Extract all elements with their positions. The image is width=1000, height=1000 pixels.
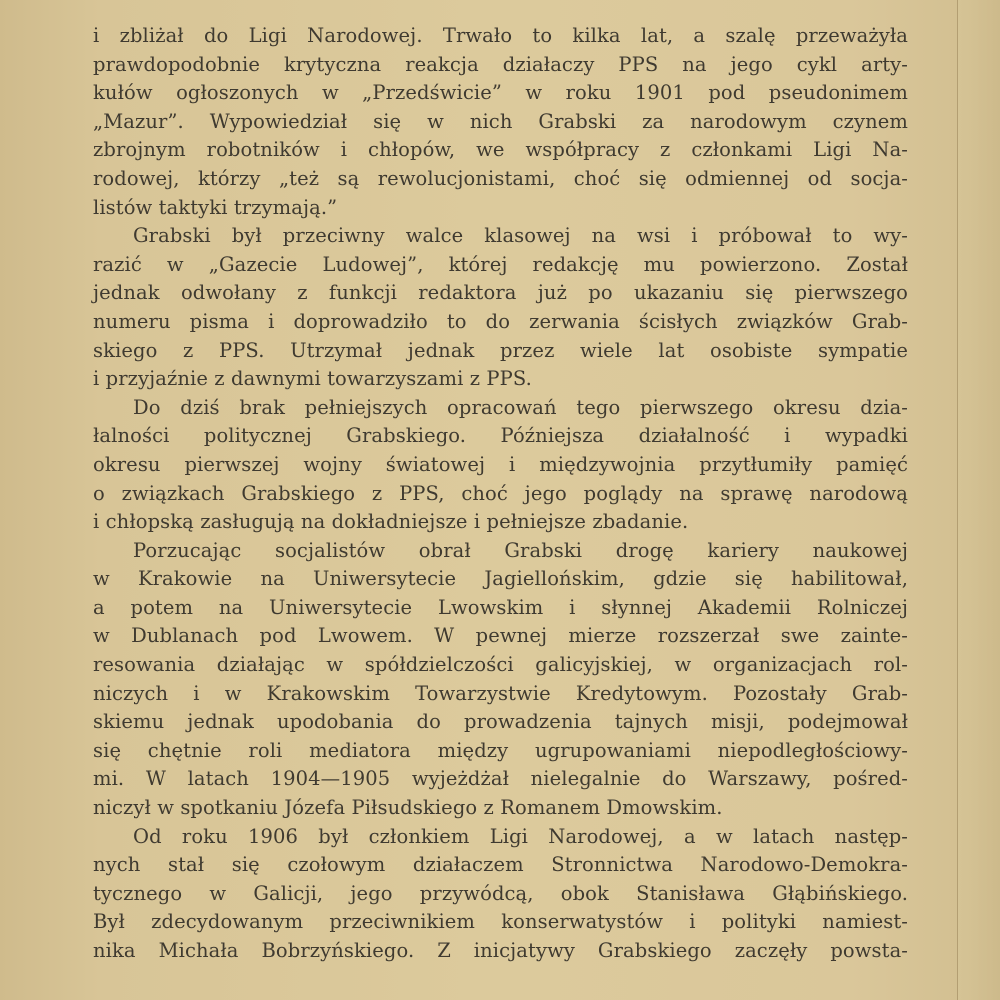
text-line: Porzucając socjalistów obrał Grabski drogę kariery naukowej <box>133 538 908 562</box>
paragraph <box>93 22 908 222</box>
text-line: nych stał się czołowym działaczem Stronnictwa Narodowo-Demokra- <box>93 853 908 877</box>
text-line: się chętnie roli mediatora między ugrupowaniami niepodległościowy- <box>93 738 908 762</box>
page-edge-line <box>957 0 958 1000</box>
paragraph <box>93 394 908 537</box>
text-line: numeru pisma i doprowadziło to do zerwania ścisłych związków Grab- <box>93 309 908 333</box>
text-line: nika Michała Bobrzyńskiego. Z inicjatywy Grabskiego zaczęły powsta- <box>93 939 908 962</box>
text-line: skiego z PPS. Utrzymał jednak przez wiele lat osobiste sympatie <box>93 338 908 362</box>
text-line: prawdopodobnie krytyczna reakcja działaczy PPS na jego cykl arty- <box>93 52 908 76</box>
text-line: w Dublanach pod Lwowem. W pewnej mierze rozszerzał swe zainte- <box>93 624 908 648</box>
text-line: i przyjaźnie z dawnymi towarzyszami z PPS. <box>93 367 532 391</box>
text-line: listów taktyki trzymają.” <box>93 195 338 219</box>
text-line: i chłopską zasługują na dokładniejsze i pełniejsze zbadanie. <box>93 510 689 534</box>
text-line: razić w „Gazecie Ludowej”, której redakcję mu powierzono. Został <box>93 252 908 276</box>
text-line: resowania działając w spółdzielczości galicyjskiej, w organizacjach rol- <box>93 653 908 677</box>
text-line: w Krakowie na Uniwersytecie Jagiellońskim, gdzie się habilitował, <box>93 567 908 591</box>
text-line: łalności politycznej Grabskiego. Późniejsza działalność i wypadki <box>93 424 908 448</box>
text-line: jednak odwołany z funkcji redaktora już po ukazaniu się pierwszego <box>93 281 908 305</box>
text-line: mi. W latach 1904—1905 wyjeżdżał nielegalnie do Warszawy, pośred- <box>93 767 908 791</box>
text-line: zbrojnym robotników i chłopów, we współpracy z członkami Ligi Na- <box>93 138 908 162</box>
text-line: skiemu jednak upodobania do prowadzenia tajnych misji, podejmował <box>93 710 908 734</box>
text-line: „Mazur”. Wypowiedział się w nich Grabski za narodowym czynem <box>93 109 908 133</box>
text-line: i zbliżał do Ligi Narodowej. Trwało to kilka lat, a szalę przeważyła <box>93 24 908 47</box>
paragraph <box>93 222 908 394</box>
paragraph <box>93 823 908 966</box>
text-line: a potem na Uniwersytecie Lwowskim i słynnej Akademii Rolniczej <box>93 595 908 619</box>
text-line: kułów ogłoszonych w „Przedświcie” w roku 1901 pod pseudonimem <box>93 81 908 105</box>
text-line: niczył w spotkaniu Józefa Piłsudskiego z Romanem Dmowskim. <box>93 796 723 820</box>
page-edge <box>958 0 1000 1000</box>
text-line: Grabski był przeciwny walce klasowej na wsi i próbował to wy- <box>133 224 908 248</box>
text-line: niczych i w Krakowskim Towarzystwie Kredytowym. Pozostały Grab- <box>93 681 908 705</box>
text-line: Od roku 1906 był członkiem Ligi Narodowej, a w latach następ- <box>133 824 908 848</box>
body-text <box>93 22 908 966</box>
text-line: okresu pierwszej wojny światowej i międzywojnia przytłumiły pamięć <box>93 452 908 476</box>
text-line: tycznego w Galicji, jego przywódcą, obok Stanisława Głąbińskiego. <box>93 881 908 905</box>
text-line: Do dziś brak pełniejszych opracowań tego pierwszego okresu dzia- <box>133 395 908 419</box>
paragraph <box>93 537 908 823</box>
text-line: Był zdecydowanym przeciwnikiem konserwatystów i polityki namiest- <box>93 910 908 934</box>
text-line: rodowej, którzy „też są rewolucjonistami, choć się odmiennej od socja- <box>93 166 908 190</box>
text-line: o związkach Grabskiego z PPS, choć jego poglądy na sprawę narodową <box>93 481 908 505</box>
